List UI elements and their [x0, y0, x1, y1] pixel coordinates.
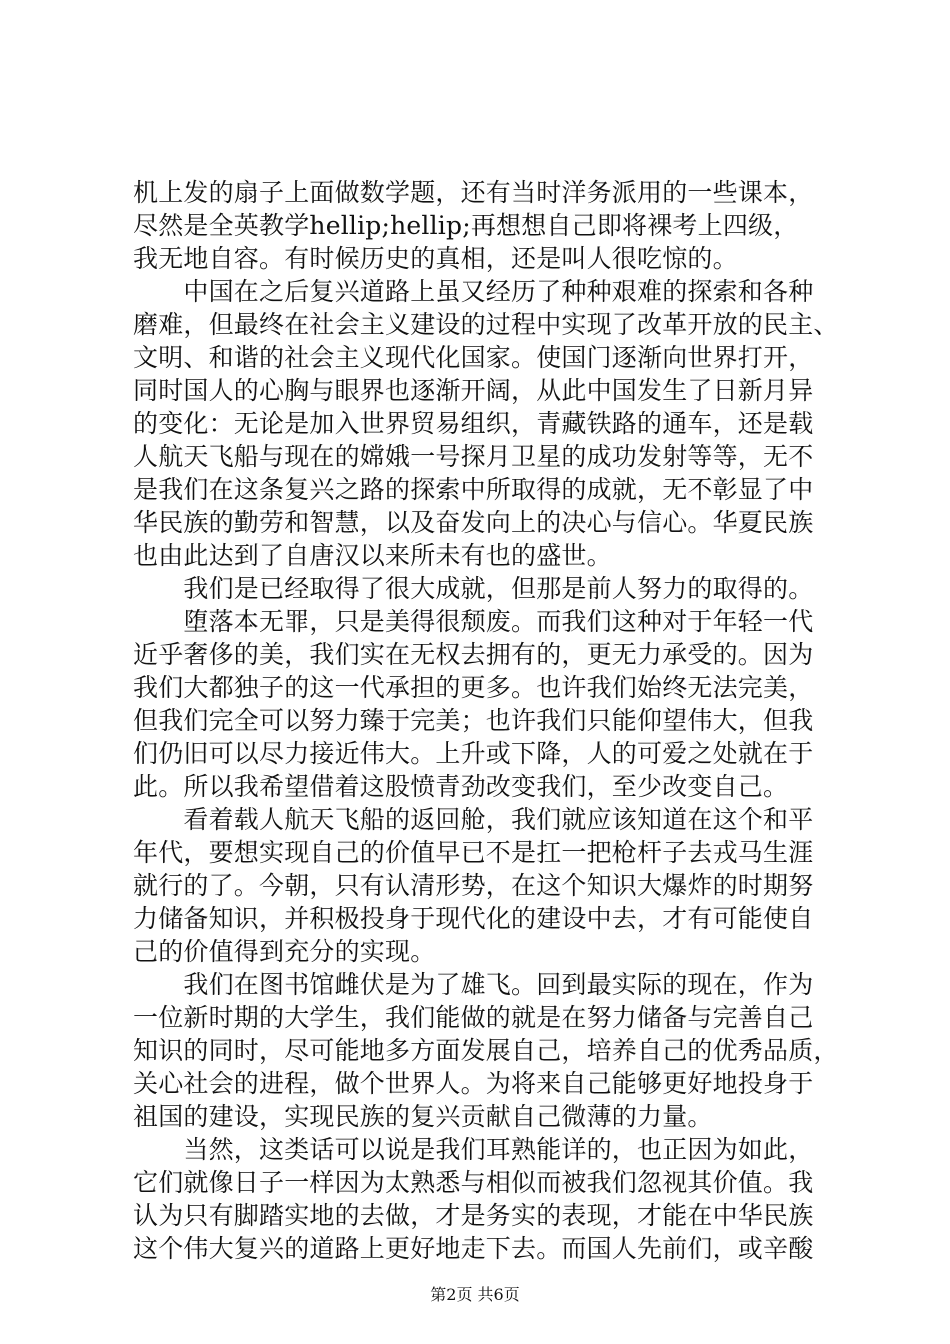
text-line: 我们在图书馆雌伏是为了雄飞。回到最实际的现在，作为: [133, 970, 814, 999]
text-line: 同时国人的心胸与眼界也逐渐开阔，从此中国发生了日新月异: [133, 376, 814, 405]
text-line: 知识的同时，尽可能地多方面发展自己，培养自己的优秀品质，: [133, 1036, 839, 1065]
text-line: 也由此达到了自唐汉以来所未有也的盛世。: [133, 541, 612, 570]
text-line: 文明、和谐的社会主义现代化国家。使国门逐渐向世界打开，: [133, 343, 814, 372]
text-line: 机上发的扇子上面做数学题，还有当时洋务派用的一些课本，: [133, 178, 814, 207]
text-line: 中国在之后复兴道路上虽又经历了种种艰难的探索和各种: [133, 277, 814, 306]
text-line: 人航天飞船与现在的嫦娥一号探月卫星的成功发射等等，无不: [133, 442, 814, 471]
text-line: 年代，要想实现自己的价值早已不是扛一把枪杆子去戎马生涯: [133, 838, 814, 867]
text-line: 我们大都独子的这一代承担的更多。也许我们始终无法完美，: [133, 673, 814, 702]
text-line: 是我们在这条复兴之路的探索中所取得的成就，无不彰显了中: [133, 475, 814, 504]
text-line: 们仍旧可以尽力接近伟大。上升或下降，人的可爱之处就在于: [133, 739, 814, 768]
text-line: 但我们完全可以努力臻于完美；也许我们只能仰望伟大，但我: [133, 706, 814, 735]
text-line: 就行的了。今朝，只有认清形势，在这个知识大爆炸的时期努: [133, 871, 814, 900]
text-line: 堕落本无罪，只是美得很颓废。而我们这种对于年轻一代: [133, 607, 814, 636]
text-line: 它们就像日子一样因为太熟悉与相似而被我们忽视其价值。我: [133, 1168, 814, 1197]
page-footer: 第2页 共6页: [430, 1285, 520, 1304]
text-line: 磨难，但最终在社会主义建设的过程中实现了改革开放的民主、: [133, 310, 839, 339]
text-line: 华民族的勤劳和智慧，以及奋发向上的决心与信心。华夏民族: [133, 508, 814, 537]
text-line: 尽然是全英教学hellip;hellip;再想想自己即将裸考上四级，: [133, 211, 799, 240]
text-line: 关心社会的进程，做个世界人。为将来自己能够更好地投身于: [133, 1069, 814, 1098]
text-line: 认为只有脚踏实地的去做，才是务实的表现，才能在中华民族: [133, 1201, 814, 1230]
text-line: 力储备知识，并积极投身于现代化的建设中去，才有可能使自: [133, 904, 814, 933]
text-line: 近乎奢侈的美，我们实在无权去拥有的，更无力承受的。因为: [133, 640, 814, 669]
text-line: 一位新时期的大学生，我们能做的就是在努力储备与完善自己: [133, 1003, 814, 1032]
text-line: 此。所以我希望借着这股愤青劲改变我们，至少改变自己。: [133, 772, 789, 801]
text-line: 这个伟大复兴的道路上更好地走下去。而国人先前们，或辛酸: [133, 1234, 814, 1263]
text-line: 我们是已经取得了很大成就，但那是前人努力的取得的。: [133, 574, 814, 603]
text-line: 祖国的建设，实现民族的复兴贡献自己微薄的力量。: [133, 1102, 713, 1131]
text-line: 的变化：无论是加入世界贸易组织，青藏铁路的通车，还是载: [133, 409, 814, 438]
text-line: 我无地自容。有时候历史的真相，还是叫人很吃惊的。: [133, 244, 738, 273]
text-line: 看着载人航天飞船的返回舱，我们就应该知道在这个和平: [133, 805, 814, 834]
text-line: 己的价值得到充分的实现。: [133, 937, 436, 966]
document-body: [133, 176, 839, 1265]
text-line: 当然，这类话可以说是我们耳熟能详的，也正因为如此，: [133, 1135, 814, 1164]
